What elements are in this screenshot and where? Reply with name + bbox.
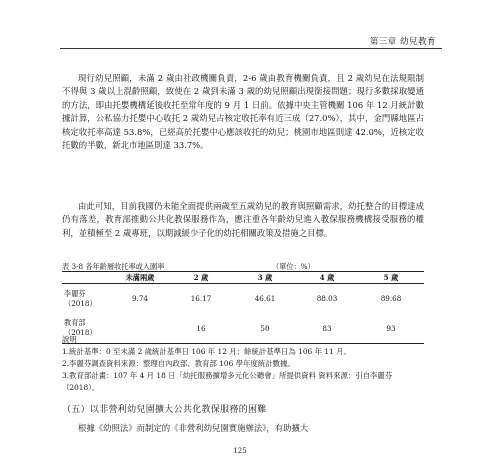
section-heading: （五）以非營利幼兒園擴大公共化教保服務的困難 (62, 405, 267, 415)
row-label: 教育部 （2018） (64, 318, 97, 338)
paragraph-1: 現行幼兒照顧，未滿 2 歲由社政機關負責，2-6 歲由教育機關負責，且 2 歲幼兒在法規限制不得與 3 歲以上混齡照顧，致使在 2 歲到未滿 3 歲的幼兒照顧出現銜接問題；現行多數採取變通的方法，即由托嬰機構延後收托至常年度的 9 月 1 日前。依據中央主管機關 106 年 12 月統計數據計算，公私協力托嬰中心收托 2 歲幼兒占核定收托率有近三成（27.0%），其中，金門縣地區占核定收托率高達 53.8%，已經高於托嬰中心應該收托的幼兒；桃園市地區則達 42.0%，近核定收托數的半數，新北市地區則達 33.7%。 (62, 73, 424, 151)
table-cell: 9.74 (131, 294, 148, 304)
table-cell: 83 (322, 323, 332, 333)
page-number: 125 (233, 447, 247, 455)
row-label: 李麗芬 （2018） (64, 288, 97, 308)
header-cell: 4 歲 (319, 272, 335, 282)
header-cell: 3 歲 (257, 272, 273, 282)
table-cell: 88.03 (316, 294, 338, 304)
note-item: 3.教育部計畫：107 年 4 月 18 日「幼托服務擴增多元化公聽會」所提供資料 資料來源：引自李麗芬（2018）。 (62, 371, 393, 392)
notes-title: 說明 (62, 335, 77, 344)
header-cell: 未滿兩歲 (125, 272, 155, 282)
table-cell: 16 (196, 323, 206, 333)
table-unit: （單位：%） (272, 262, 315, 271)
paragraph-2: 由此可知，目前我國仍未能全面提供兩歲至五歲幼兒的教育與照顧需求，幼托整合的目標達成仍有落差，教育部推動公共化教保服務作為，應注重各年齡幼兒進入教保服務機構接受服務的權利，並積極至 2 歲專班，以期減緩少子化的幼托相關政策及措施之目標。 (62, 201, 424, 238)
table-cell: 93 (386, 323, 396, 333)
note-item: 2.李麗芬調查資料來源：整理自內政部、教育部 106 學年度統計數據。 (62, 359, 295, 368)
table-cell: 16.17 (190, 294, 212, 304)
header-rule (60, 48, 442, 49)
paragraph-3: 根據《幼照法》而制定的《非營利幼兒園實施辦法》，有助擴大 (78, 423, 309, 433)
header-cell: 2 歲 (193, 272, 209, 282)
table-header-row (62, 272, 424, 284)
table-cell: 50 (260, 323, 270, 333)
table-cell: 89.68 (380, 294, 402, 304)
table-notes (62, 300, 424, 394)
header-cell: 5 歲 (383, 272, 399, 282)
header-cell (62, 272, 112, 284)
table-cell: 46.61 (254, 294, 276, 304)
running-head: 第三章 幼兒教育 (369, 37, 436, 47)
table-caption: 表 3-8 各年齡層收托率或入園率 (62, 262, 165, 271)
note-item: 1.統計基準：0 至未滿 2 歲統計基準日 106 年 12 月；餘統計基準日為 106 年 11 月。 (62, 347, 351, 356)
